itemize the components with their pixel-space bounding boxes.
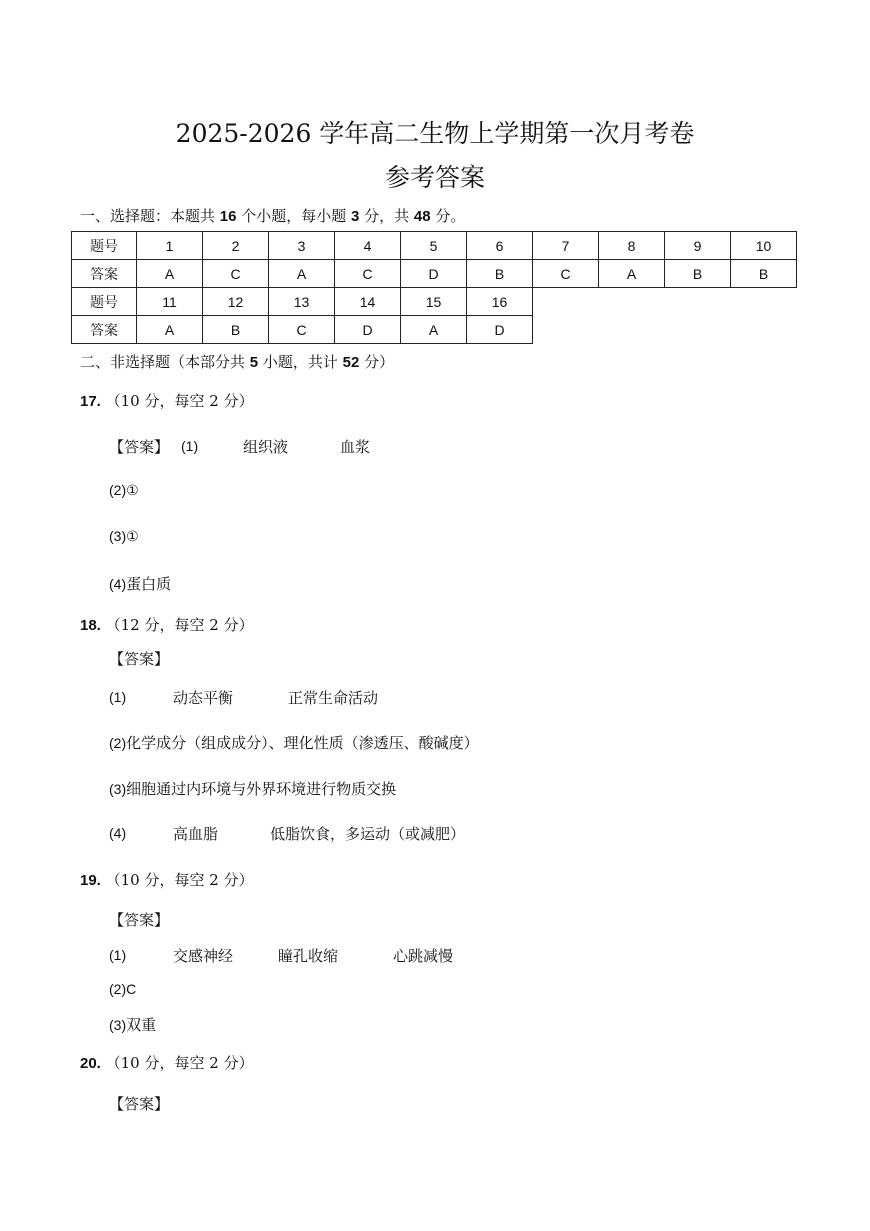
table-cell: D [335, 316, 401, 344]
q18-part-2-label: (2) [109, 735, 127, 751]
question-score: （10 分，每空 2 分） [105, 871, 254, 889]
q19-part-3-answer: 双重 [126, 1016, 157, 1034]
table-cell: A [599, 260, 665, 288]
section-2-total: 52 [342, 354, 360, 371]
q19-part-3 [109, 1014, 156, 1035]
table-cell: D [467, 316, 533, 344]
section-1-count: 16 [219, 208, 237, 225]
question-number: 20. [80, 1055, 101, 1072]
q20-answer-label: 【答案】 [109, 1095, 170, 1113]
table-row [72, 260, 797, 288]
q17-part-1-answer-b: 血浆 [340, 438, 371, 456]
q19-part-1-label: (1) [109, 947, 127, 963]
table-cell: C [269, 316, 335, 344]
q19-part-3-label: (3) [109, 1017, 127, 1033]
table-cell: 14 [335, 288, 401, 316]
q18-part-2 [109, 732, 479, 753]
section-2-text: 分） [359, 353, 395, 371]
table-cell: A [269, 260, 335, 288]
table-header-cell: 答案 [72, 316, 137, 344]
table-cell: 13 [269, 288, 335, 316]
q19-answer-label: 【答案】 [109, 911, 170, 929]
table-cell: 15 [401, 288, 467, 316]
q18-part-1-answer-b: 正常生命活动 [288, 689, 379, 707]
question-number: 17. [80, 393, 101, 410]
question-20-heading [80, 1052, 254, 1073]
table-cell: 4 [335, 232, 401, 260]
table-cell: 8 [599, 232, 665, 260]
table-cell: B [665, 260, 731, 288]
table-cell: A [137, 316, 203, 344]
q17-part-1-label: (1) [181, 438, 199, 454]
table-cell: A [401, 316, 467, 344]
table-header-cell: 答案 [72, 260, 137, 288]
table-cell: 6 [467, 232, 533, 260]
question-score: （10 分，每空 2 分） [105, 392, 254, 410]
section-1-total: 48 [413, 208, 431, 225]
q18-part-3-label: (3) [109, 781, 127, 797]
table-row [72, 288, 533, 316]
answer-table-1 [71, 231, 797, 288]
table-cell: 2 [203, 232, 269, 260]
section-2-text: 小题，共计 [258, 353, 343, 371]
question-number: 19. [80, 872, 101, 889]
q18-part-1-label: (1) [109, 689, 127, 705]
q18-part-4-label: (4) [109, 825, 127, 841]
table-cell: B [203, 316, 269, 344]
q17-part-3: (3)① [109, 528, 139, 544]
section-1-text: 分。 [430, 207, 466, 225]
section-2-text: 二、非选择题（本部分共 [80, 353, 250, 371]
table-row [72, 316, 533, 344]
q18-part-3-answer: 细胞通过内环境与外界环境进行物质交换 [126, 780, 397, 798]
q17-part-1-answer-a: 组织液 [243, 438, 289, 456]
question-score: （10 分，每空 2 分） [105, 1054, 254, 1072]
question-17-heading [80, 390, 254, 411]
table-cell: 3 [269, 232, 335, 260]
section-1-heading [80, 205, 465, 226]
table-cell: 10 [731, 232, 797, 260]
q18-part-4-answer-b: 低脂饮食，多运动（或减肥） [270, 825, 466, 843]
table-cell: 9 [665, 232, 731, 260]
section-2-heading [80, 351, 394, 372]
q18-part-4-answer-a: 高血脂 [173, 825, 219, 843]
question-18-heading [80, 614, 254, 635]
question-number: 18. [80, 617, 101, 634]
table-cell: D [401, 260, 467, 288]
table-cell: 5 [401, 232, 467, 260]
table-header-cell: 题号 [72, 232, 137, 260]
table-cell: C [203, 260, 269, 288]
q17-answer-label: 【答案】 [109, 438, 170, 456]
table-header-cell: 题号 [72, 288, 137, 316]
table-cell: 12 [203, 288, 269, 316]
q17-part-4 [109, 573, 171, 594]
q17-part-2: (2)① [109, 482, 139, 498]
question-19-heading [80, 869, 254, 890]
section-2-count: 5 [249, 354, 259, 371]
question-score: （12 分，每空 2 分） [105, 616, 254, 634]
table-cell: 1 [137, 232, 203, 260]
section-1-text: 分，共 [359, 207, 414, 225]
page-title: 2025-2026 学年高二生物上学期第一次月考卷 [175, 119, 695, 148]
q18-part-3 [109, 778, 396, 799]
section-1-points-each: 3 [351, 208, 360, 225]
table-cell: C [335, 260, 401, 288]
q19-part-2: (2)C [109, 981, 137, 997]
section-1-text: 一、选择题：本题共 [80, 207, 220, 225]
table-cell: A [137, 260, 203, 288]
q19-part-1-answer-a: 交感神经 [173, 947, 234, 965]
q19-part-1-answer-b: 瞳孔收缩 [278, 947, 339, 965]
table-cell: 11 [137, 288, 203, 316]
q18-answer-label: 【答案】 [109, 650, 170, 668]
answer-table-2 [71, 287, 533, 344]
section-1-text: 个小题，每小题 [236, 207, 352, 225]
q17-part-4-answer: 蛋白质 [126, 575, 172, 593]
q17-part-4-label: (4) [109, 576, 127, 592]
table-row [72, 232, 797, 260]
page-subtitle: 参考答案 [384, 163, 485, 192]
table-cell: C [533, 260, 599, 288]
table-cell: B [467, 260, 533, 288]
table-cell: 16 [467, 288, 533, 316]
table-cell: B [731, 260, 797, 288]
q19-part-1-answer-c: 心跳减慢 [393, 947, 454, 965]
q18-part-1-answer-a: 动态平衡 [173, 689, 234, 707]
q18-part-2-answer: 化学成分（组成成分）、理化性质（渗透压、酸碱度） [126, 734, 479, 752]
table-cell: 7 [533, 232, 599, 260]
